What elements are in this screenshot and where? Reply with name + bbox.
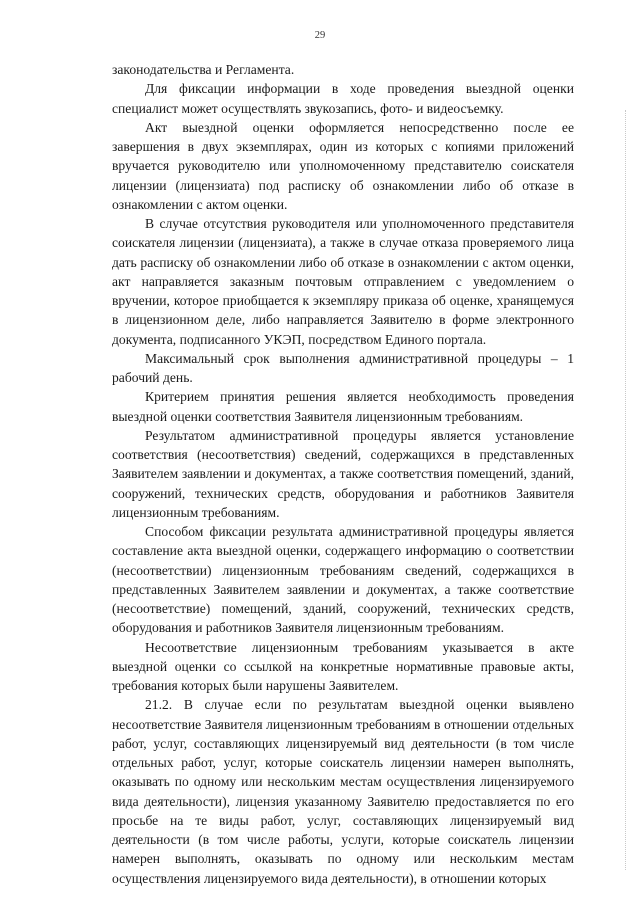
scan-edge-marks <box>623 110 626 870</box>
document-body <box>112 60 574 888</box>
paragraph-section-21-2: 21.2. В случае если по результатам выездной оценки выявлено несоответствие Заявителя лицензионным требованиям в отношении отдельных работ, услуг, составляющих лицензируемый вид деятельности (в том числе отдельных работ, услуг, которые соискатель лицензии намерен выполнять, оказывать по одному или нескольким местам осуществления лицензируемого вида деятельности), лицензия указанному Заявителю предоставляется по его просьбе на те виды работ, услуг, составляющих лицензируемый вид деятельности (в том числе работы, услуги, которые соискатель лицензии намерен выполнять, оказывать по одному или нескольким местам осуществления лицензируемого вида деятельности), в отношении которых <box>112 697 574 886</box>
paragraph-decision-criterion: Критерием принятия решения является необходимость проведения выездной оценки соответствия Заявителя лицензионным требованиям. <box>112 389 574 424</box>
paragraph-continuation: законодательства и Регламента. <box>112 62 295 77</box>
paragraph-max-term: Максимальный срок выполнения административной процедуры – 1 рабочий день. <box>112 350 574 385</box>
paragraph-nonconformity: Несоответствие лицензионным требованиям указывается в акте выездной оценки со ссылкой на конкретные нормативные правовые акты, требования которых были нарушены Заявителем. <box>112 639 574 693</box>
paragraph-act-execution: Акт выездной оценки оформляется непосредственно после ее завершения в двух экземплярах, один из которых с копиями приложений вручается руководителю или уполномоченному представителю соискателя лицензии (лицензиата) под расписку об ознакомлении либо об отказе в ознакомлении с актом оценки. <box>112 119 574 212</box>
page-number: 29 <box>314 30 326 41</box>
paragraph-absence-case: В случае отсутствия руководителя или уполномоченного представителя соискателя лицензии (лицензиата), а также в случае отказа проверяемого лица дать расписку об ознакомлении либо об отказе в ознакомлении с актом оценки, акт направляется заказным почтовым отправлением с уведомлением о вручении, которое приобщается к экземпляру приказа об оценке, хранящемуся в лицензионном деле, либо направляется Заявителю в форме электронного документа, подписанного УКЭП, посредством Единого портала. <box>112 216 574 347</box>
paragraph-procedure-result: Результатом административной процедуры является установление соответствия (несоответствия) сведений, содержащихся в представленных Заявителем заявлении и документах, а также соответствия помещений, зданий, сооружений, технических средств, оборудования и работников Заявителя лицензионным требованиям. <box>112 427 574 520</box>
paragraph-recording: Для фиксации информации в ходе проведения выездной оценки специалист может осуществлять звукозапись, фото- и видеосъемку. <box>112 81 574 116</box>
paragraph-result-fixation: Способом фиксации результата административной процедуры является составление акта выездной оценки, содержащего информацию о соответствии (несоответствии) лицензионным требованиям сведений, содержащихся в представленных Заявителем заявлении и документах, а также соответствие (несоответствие) помещений, зданий, сооружений, технических средств, оборудования и работников Заявителя лицензионным требованиям. <box>112 524 574 636</box>
